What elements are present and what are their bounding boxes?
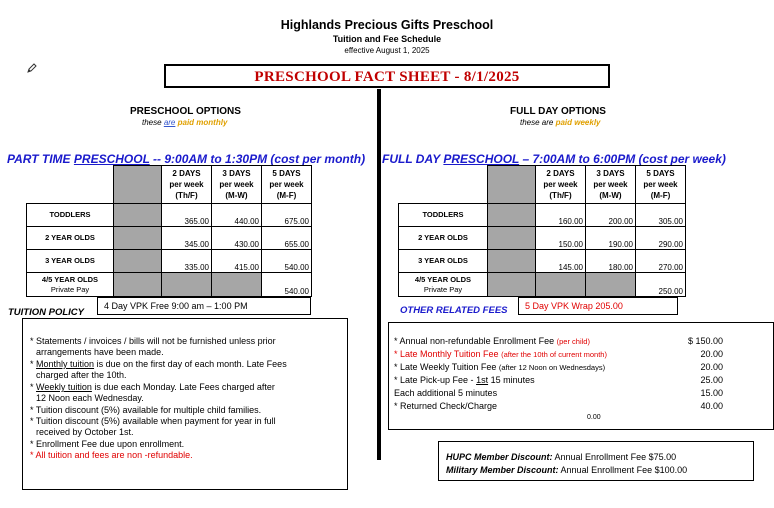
header-spacer [488, 166, 536, 204]
tuition-policy-box [22, 318, 348, 490]
fee-amount: 25.00 [700, 375, 723, 385]
tuition-policy-title: TUITION POLICY [8, 307, 84, 318]
fee-line: * Late Monthly Tuition Fee (after the 10th of current month) [394, 349, 607, 359]
column-header: 3 DAYS per week (M-W) [586, 166, 636, 204]
policy-line: * All tuition and fees are non -refundable. [30, 450, 193, 460]
fee-amount: $ 150.00 [687, 336, 723, 346]
table-row: 4/5 YEAR OLDS Private Pay 540.00 [27, 273, 312, 297]
fee-line: * Late Weekly Tuition Fee (after 12 Noon on Wednesdays) [394, 362, 606, 372]
fee-amount: 40.00 [700, 401, 723, 411]
policy-line: received by October 1st. [36, 427, 134, 437]
column-header: 5 DAYS per week (M-F) [636, 166, 686, 204]
fee-amount: 20.00 [700, 349, 723, 359]
center-divider [377, 89, 381, 460]
table-row: TODDLERS 365.00 440.00 675.00 [27, 204, 312, 227]
column-header: 3 DAYS per week (M-W) [212, 166, 262, 204]
fact-sheet-title: PRESCHOOL FACT SHEET - 8/1/2025 [254, 69, 520, 85]
policy-line: * Statements / invoices / bills will not be furnished unless prior [30, 336, 276, 346]
column-header: 2 DAYS per week (Th/F) [162, 166, 212, 204]
policy-line: arrangements have been made. [36, 347, 164, 357]
full-day-heading: FULL DAY PRESCHOOL – 7:00AM to 6:00PM (cost per week) [382, 152, 726, 166]
other-fees-box [388, 322, 774, 430]
policy-line: charged after the 10th. [36, 370, 127, 380]
full-day-options-subtitle: these are paid weekly [520, 118, 601, 127]
fee-amount: 20.00 [700, 362, 723, 372]
policy-line: * Tuition discount (5%) available when payment for year in full [30, 416, 276, 426]
fee-zero: 0.00 [587, 414, 601, 421]
vpk-wrap-box: 5 Day VPK Wrap 205.00 [518, 297, 678, 315]
effective-date: effective August 1, 2025 [344, 46, 430, 55]
discounts-box [438, 441, 754, 481]
policy-line: * Tuition discount (5%) available for multiple child families. [30, 405, 262, 415]
table-row: 2 YEAR OLDS 345.00 430.00 655.00 [27, 227, 312, 250]
column-header: 2 DAYS per week (Th/F) [536, 166, 586, 204]
policy-line: * Enrollment Fee due upon enrollment. [30, 439, 185, 449]
other-fees-title: OTHER RELATED FEES [400, 305, 508, 316]
military-discount: Military Member Discount: Annual Enrollment Fee $100.00 [446, 465, 688, 475]
part-time-heading: PART TIME PRESCHOOL -- 9:00AM to 1:30PM (cost per month) [7, 152, 366, 166]
page-subtitle: Tuition and Fee Schedule [332, 34, 442, 44]
table-row: TODDLERS 160.00 200.00 305.00 [399, 204, 686, 227]
full-day-options-title: FULL DAY OPTIONS [510, 106, 606, 117]
page-title: Highlands Precious Gifts Preschool [280, 18, 494, 32]
fee-amount: 15.00 [700, 388, 723, 398]
policy-line: * Weekly tuition is due each Monday. Late Fees charged after [30, 382, 275, 392]
header-spacer [114, 166, 162, 204]
full-day-fee-table [398, 165, 686, 297]
policy-line: 12 Noon each Wednesday. [36, 393, 144, 403]
table-row: 4/5 YEAR OLDS Private Pay 250.00 [399, 273, 686, 297]
fee-line: * Annual non-refundable Enrollment Fee (per child) [394, 336, 590, 346]
column-header: 5 DAYS per week (M-F) [262, 166, 312, 204]
policy-line: * Monthly tuition is due on the first day of each month. Late Fees [30, 359, 287, 369]
fee-line: * Late Pick-up Fee - 1st 15 minutes [394, 375, 535, 385]
table-row: 3 YEAR OLDS 335.00 415.00 540.00 [27, 250, 312, 273]
fee-line: Each additional 5 minutes [394, 388, 498, 398]
hupc-discount: HUPC Member Discount: Annual Enrollment Fee $75.00 [446, 452, 677, 462]
pencil-icon [26, 62, 38, 77]
table-row: 2 YEAR OLDS 150.00 190.00 290.00 [399, 227, 686, 250]
preschool-options-title: PRESCHOOL OPTIONS [130, 106, 241, 117]
preschool-options-subtitle: these are paid monthly [142, 118, 228, 127]
fee-line: * Returned Check/Charge [394, 401, 498, 411]
table-row: 3 YEAR OLDS 145.00 180.00 270.00 [399, 250, 686, 273]
part-time-fee-table [26, 165, 312, 297]
vpk-free-box: 4 Day VPK Free 9:00 am – 1:00 PM [97, 297, 311, 315]
